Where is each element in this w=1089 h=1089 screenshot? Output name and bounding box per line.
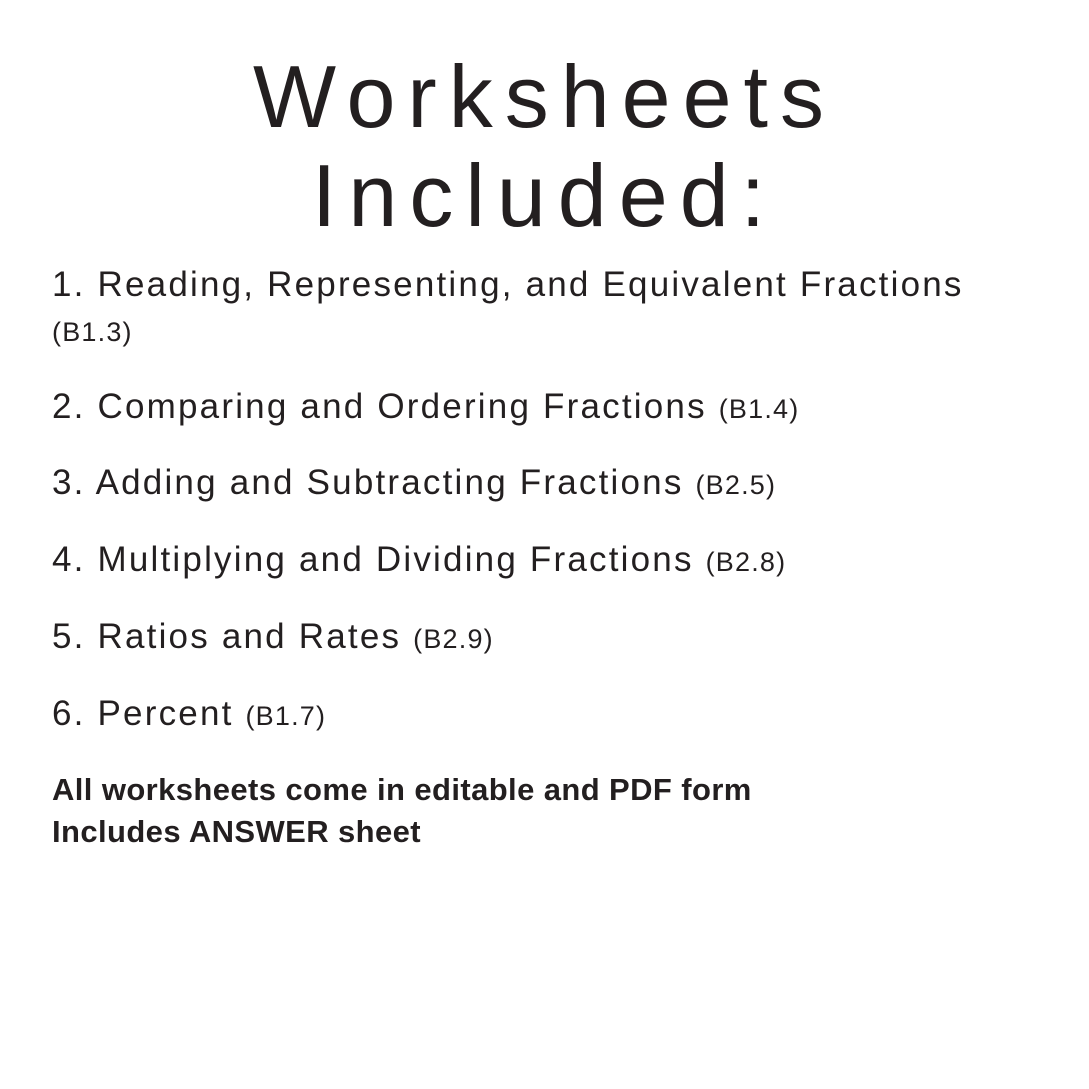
list-item xyxy=(52,385,1037,430)
worksheet-code: (B1.7) xyxy=(245,700,327,731)
worksheet-label: 2. Comparing and Ordering Fractions xyxy=(52,386,707,426)
list-item xyxy=(52,538,1037,583)
worksheet-list xyxy=(52,263,1037,737)
worksheet-label: 1. Reading, Representing, and Equivalent Fractions xyxy=(52,265,964,305)
list-item xyxy=(52,461,1037,506)
worksheet-label: 3. Adding and Subtracting Fractions xyxy=(52,463,684,503)
footer-note xyxy=(52,769,1037,855)
list-item xyxy=(52,615,1037,660)
page-title xyxy=(52,0,1037,245)
worksheet-code: (B1.3) xyxy=(52,316,133,347)
worksheet-label: 5. Ratios and Rates xyxy=(52,617,402,657)
footer-line-2: Includes ANSWER sheet xyxy=(52,814,421,850)
list-item xyxy=(52,263,1037,353)
page-title-line-1: Worksheets xyxy=(253,47,836,146)
worksheet-label: 6. Percent xyxy=(52,693,234,733)
worksheet-code: (B2.5) xyxy=(695,470,777,501)
worksheet-code: (B1.4) xyxy=(718,393,800,424)
worksheet-code: (B2.9) xyxy=(413,624,494,655)
worksheet-code: (B2.8) xyxy=(705,547,787,578)
page-title-line-2: Included: xyxy=(311,145,778,245)
list-item xyxy=(52,692,1037,737)
footer-line-1: All worksheets come in editable and PDF form xyxy=(52,771,752,807)
worksheet-label: 4. Multiplying and Dividing Fractions xyxy=(52,540,694,580)
